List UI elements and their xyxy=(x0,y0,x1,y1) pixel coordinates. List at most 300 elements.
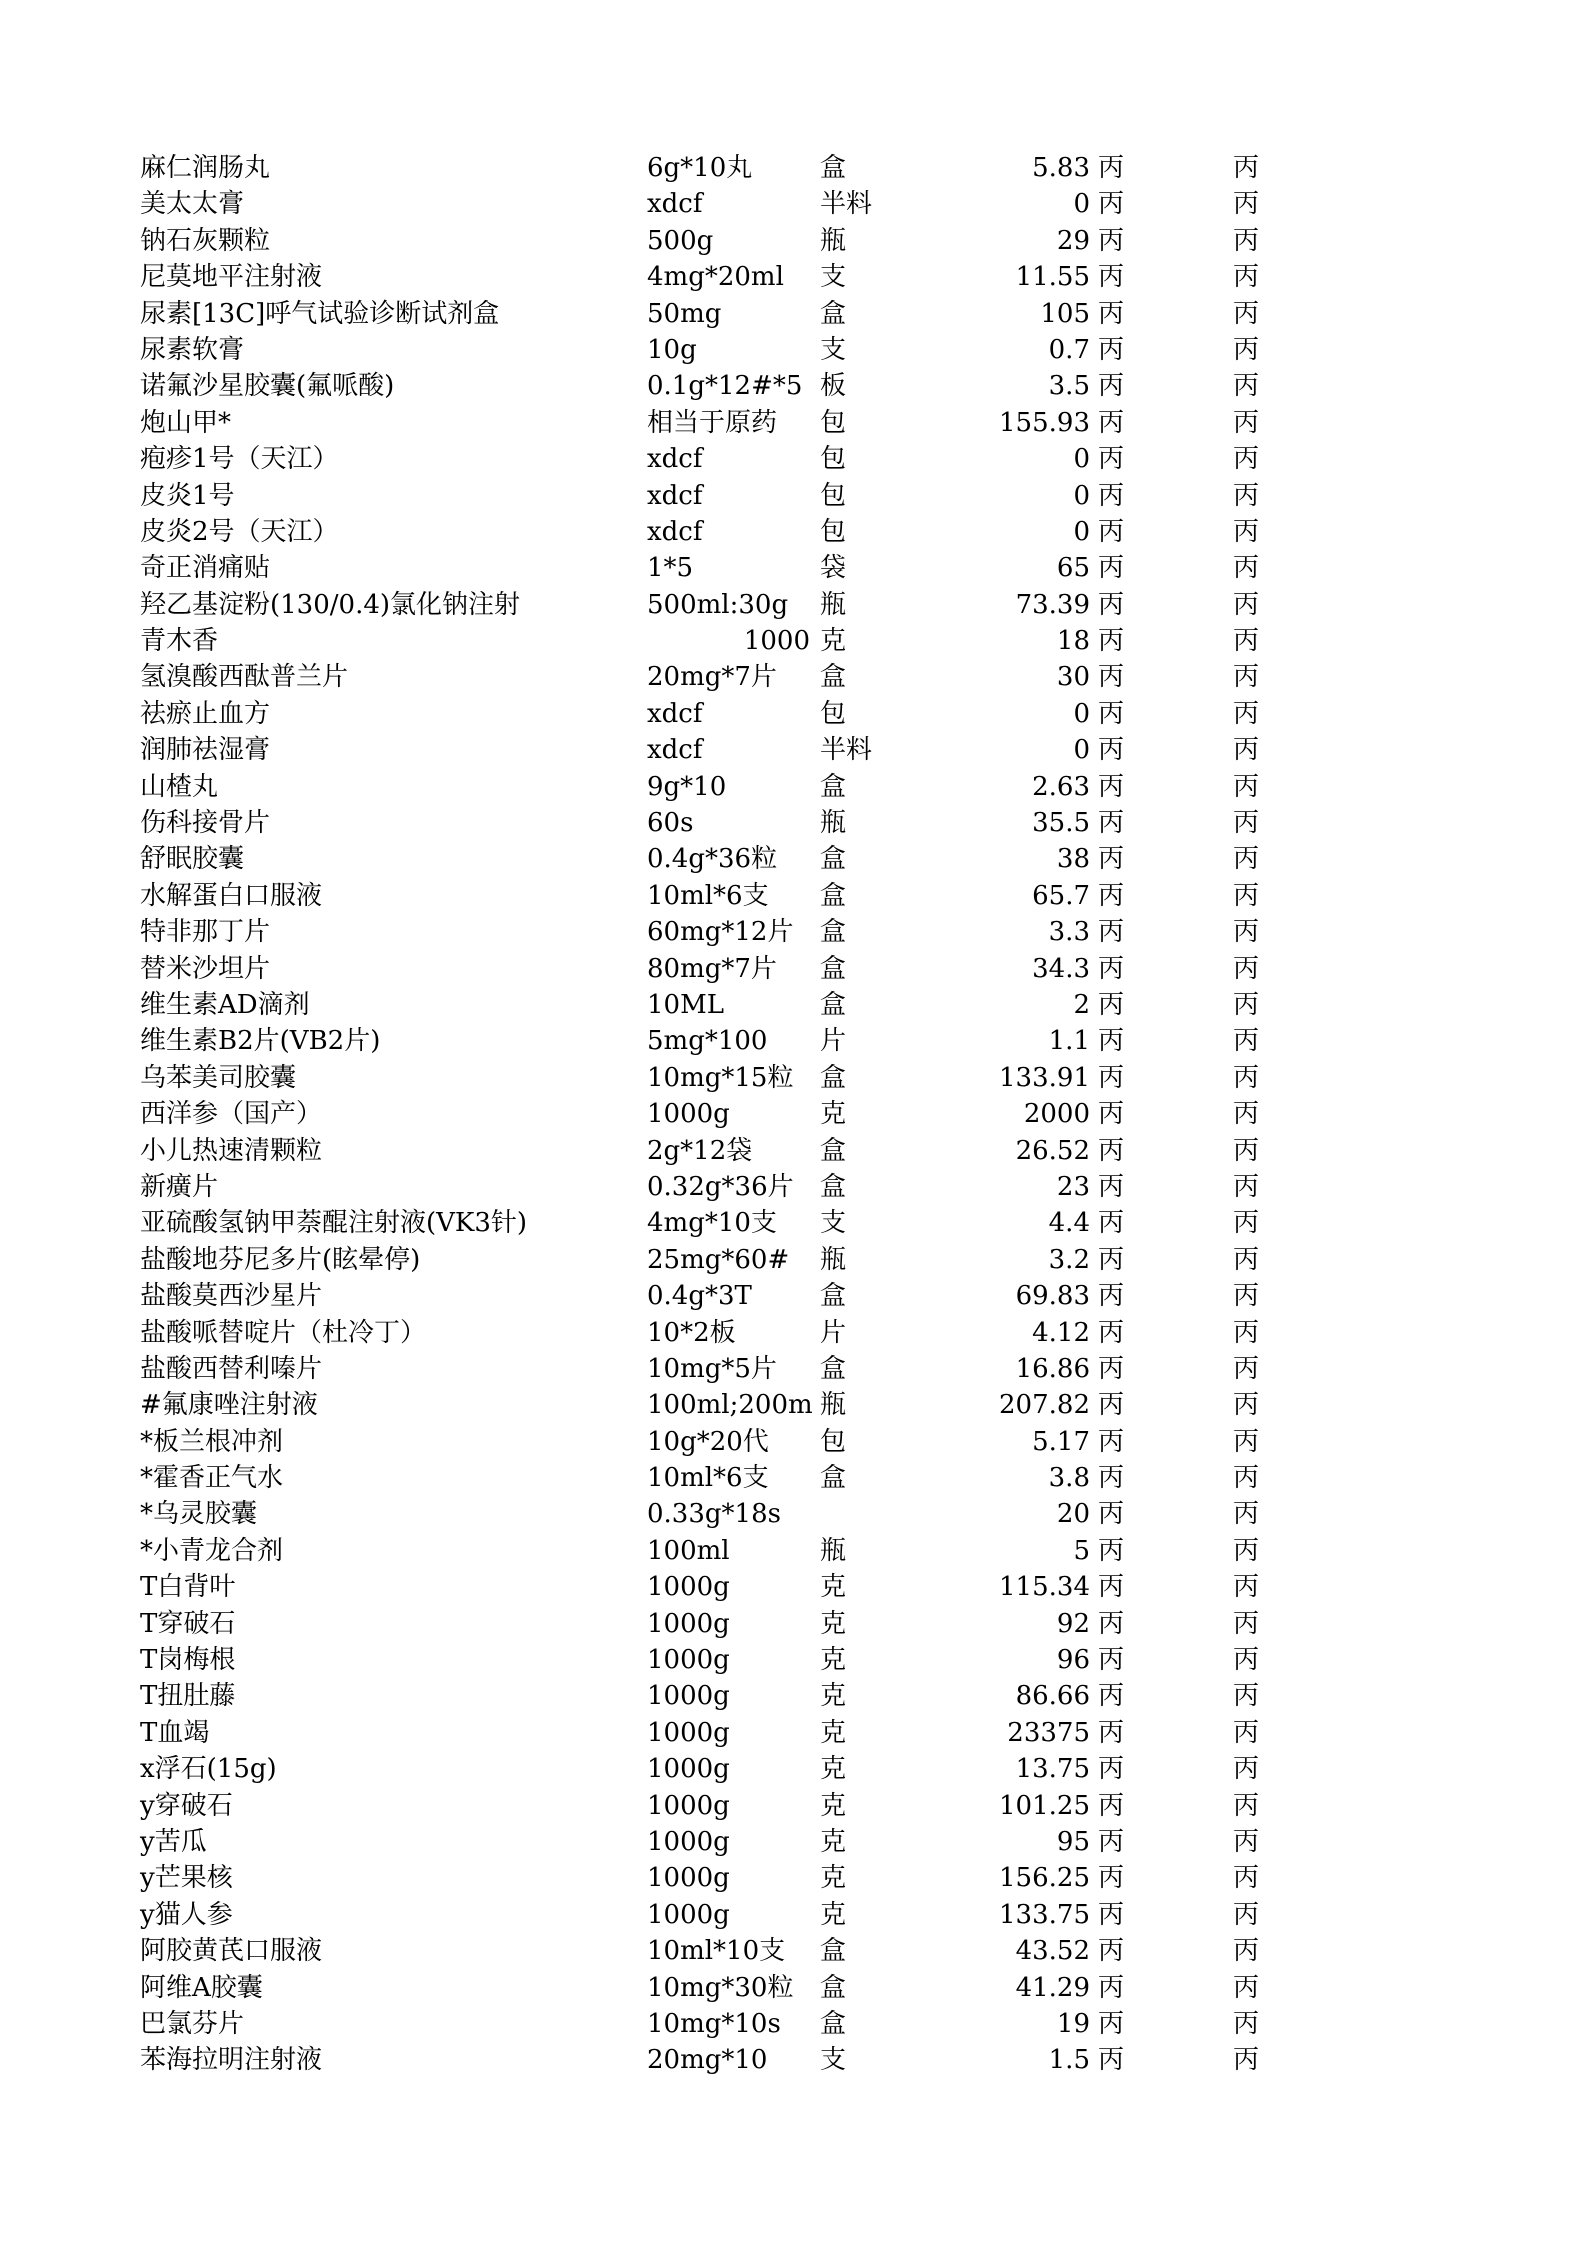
category-cell-2: 丙 xyxy=(1233,516,1260,547)
drug-name-cell: 尿素[13C]呼气试验诊断试剂盒 xyxy=(140,298,500,329)
drug-price-table xyxy=(0,150,1587,2079)
category-cell-2: 丙 xyxy=(1233,1645,1260,1676)
unit-cell: 盒 xyxy=(820,844,847,875)
drug-name-cell: 维生素B2片(VB2片) xyxy=(140,1026,381,1057)
category-cell-2: 丙 xyxy=(1233,808,1260,839)
price-cell: 0 xyxy=(1073,516,1090,547)
spec-cell: 60mg*12片 xyxy=(647,917,794,948)
category-cell: 丙 xyxy=(1098,1972,1125,2003)
price-cell: 0 xyxy=(1073,698,1090,729)
drug-name-cell: 舒眠胶囊 xyxy=(140,844,245,875)
table-row xyxy=(0,587,1587,623)
unit-cell: 包 xyxy=(820,698,847,729)
category-cell: 丙 xyxy=(1098,1353,1125,1384)
price-cell: 3.8 xyxy=(1048,1463,1090,1494)
price-cell: 95 xyxy=(1056,1826,1090,1857)
table-row xyxy=(0,1060,1587,1096)
table-row xyxy=(0,805,1587,841)
spec-cell: 20mg*10 xyxy=(647,2045,768,2076)
category-cell: 丙 xyxy=(1098,1790,1125,1821)
table-row xyxy=(0,223,1587,259)
category-cell: 丙 xyxy=(1098,1390,1125,1421)
table-row xyxy=(0,623,1587,659)
spec-cell: 6g*10丸 xyxy=(647,153,753,183)
price-cell: 2.63 xyxy=(1032,771,1090,802)
category-cell: 丙 xyxy=(1098,153,1125,183)
spec-cell: 10g xyxy=(647,334,697,365)
unit-cell: 包 xyxy=(820,407,847,438)
price-cell: 35.5 xyxy=(1032,808,1090,839)
spec-cell: 10*2板 xyxy=(647,1317,736,1348)
unit-cell: 盒 xyxy=(820,1353,847,1384)
drug-name-cell: T血竭 xyxy=(140,1717,210,1748)
category-cell: 丙 xyxy=(1098,516,1125,547)
price-cell: 2 xyxy=(1073,989,1090,1020)
drug-name-cell: 诺氟沙星胶囊(氟哌酸) xyxy=(140,371,395,402)
price-cell: 20 xyxy=(1056,1499,1090,1530)
price-cell: 92 xyxy=(1056,1608,1090,1639)
unit-cell: 盒 xyxy=(820,1062,847,1093)
unit-cell: 盒 xyxy=(820,1936,847,1967)
table-row xyxy=(0,514,1587,550)
category-cell-2: 丙 xyxy=(1233,1208,1260,1239)
drug-name-cell: 维生素AD滴剂 xyxy=(140,989,310,1020)
spec-cell: 10mg*30粒 xyxy=(647,1972,794,2003)
category-cell-2: 丙 xyxy=(1233,189,1260,220)
drug-name-cell: 阿维A胶囊 xyxy=(140,1972,263,2003)
price-cell: 38 xyxy=(1056,844,1090,875)
price-cell: 43.52 xyxy=(1015,1936,1090,1967)
unit-cell: 包 xyxy=(820,516,847,547)
spec-cell: 0.32g*36片 xyxy=(647,1171,794,1202)
spec-cell: 10mg*5片 xyxy=(647,1353,777,1384)
table-row xyxy=(0,2042,1587,2078)
spec-cell: 1000g xyxy=(647,1717,730,1748)
drug-name-cell: 亚硫酸氢钠甲萘醌注射液(VK3针) xyxy=(140,1208,528,1239)
spec-cell: 100ml xyxy=(647,1535,730,1566)
table-row xyxy=(0,1387,1587,1423)
category-cell-2: 丙 xyxy=(1233,880,1260,911)
price-cell: 3.5 xyxy=(1048,371,1090,402)
category-cell-2: 丙 xyxy=(1233,1353,1260,1384)
table-row xyxy=(0,2006,1587,2042)
category-cell-2: 丙 xyxy=(1233,480,1260,511)
unit-cell: 包 xyxy=(820,444,847,475)
unit-cell: 半料 xyxy=(820,735,873,766)
spec-cell: 10ML xyxy=(647,989,724,1020)
price-cell: 18 xyxy=(1056,626,1090,657)
category-cell: 丙 xyxy=(1098,1062,1125,1093)
table-row xyxy=(0,259,1587,295)
category-cell: 丙 xyxy=(1098,371,1125,402)
unit-cell: 瓶 xyxy=(820,1244,847,1275)
spec-cell: xdcf xyxy=(647,480,703,511)
category-cell: 丙 xyxy=(1098,2008,1125,2039)
price-cell: 133.75 xyxy=(999,1899,1090,1930)
spec-cell: 1000g xyxy=(647,1863,730,1894)
category-cell-2: 丙 xyxy=(1233,225,1260,256)
category-cell: 丙 xyxy=(1098,844,1125,875)
price-cell: 23375 xyxy=(1007,1717,1090,1748)
spec-cell: 5mg*100 xyxy=(647,1026,768,1057)
spec-cell: 1000 xyxy=(743,626,810,657)
category-cell: 丙 xyxy=(1098,1499,1125,1530)
drug-name-cell: 西洋参（国产） xyxy=(140,1099,323,1130)
drug-name-cell: 巴氯芬片 xyxy=(140,2008,245,2039)
price-cell: 156.25 xyxy=(999,1863,1090,1894)
spec-cell: 1000g xyxy=(647,1572,730,1603)
spec-cell: 1000g xyxy=(647,1645,730,1676)
unit-cell: 包 xyxy=(820,480,847,511)
spec-cell: 1000g xyxy=(647,1826,730,1857)
unit-cell: 支 xyxy=(820,2045,847,2076)
category-cell-2: 丙 xyxy=(1233,1499,1260,1530)
spec-cell: 10g*20代 xyxy=(647,1426,769,1457)
table-row xyxy=(0,1970,1587,2006)
category-cell: 丙 xyxy=(1098,880,1125,911)
table-row xyxy=(0,296,1587,332)
drug-name-cell: 苯海拉明注射液 xyxy=(140,2045,323,2076)
unit-cell: 克 xyxy=(820,1681,847,1712)
drug-name-cell: 水解蛋白口服液 xyxy=(140,880,323,911)
price-cell: 65.7 xyxy=(1032,880,1090,911)
table-row xyxy=(0,405,1587,441)
category-cell-2: 丙 xyxy=(1233,1936,1260,1967)
spec-cell: xdcf xyxy=(647,444,703,475)
category-cell: 丙 xyxy=(1098,1754,1125,1785)
price-cell: 69.83 xyxy=(1015,1281,1090,1312)
table-row xyxy=(0,1569,1587,1605)
spec-cell: xdcf xyxy=(647,189,703,220)
table-row xyxy=(0,659,1587,695)
category-cell-2: 丙 xyxy=(1233,589,1260,620)
category-cell-2: 丙 xyxy=(1233,771,1260,802)
category-cell-2: 丙 xyxy=(1233,1026,1260,1057)
table-row xyxy=(0,1606,1587,1642)
category-cell-2: 丙 xyxy=(1233,953,1260,984)
unit-cell: 盒 xyxy=(820,2008,847,2039)
drug-name-cell: y穿破石 xyxy=(140,1790,233,1821)
category-cell-2: 丙 xyxy=(1233,1463,1260,1494)
unit-cell: 片 xyxy=(820,1317,847,1348)
spec-cell: 50mg xyxy=(647,298,722,329)
drug-name-cell: 乌苯美司胶囊 xyxy=(140,1062,297,1093)
unit-cell: 盒 xyxy=(820,153,847,183)
drug-name-cell: T穿破石 xyxy=(140,1608,236,1639)
price-cell: 155.93 xyxy=(999,407,1090,438)
price-cell: 13.75 xyxy=(1015,1754,1090,1785)
table-row xyxy=(0,1788,1587,1824)
drug-name-cell: 替米沙坦片 xyxy=(140,953,271,984)
table-row xyxy=(0,478,1587,514)
spec-cell: 100ml;200m xyxy=(647,1390,813,1421)
spec-cell: 1000g xyxy=(647,1754,730,1785)
category-cell-2: 丙 xyxy=(1233,298,1260,329)
drug-name-cell: 新癀片 xyxy=(140,1171,219,1202)
table-row xyxy=(0,332,1587,368)
table-row xyxy=(0,1860,1587,1896)
table-row xyxy=(0,150,1587,186)
category-cell: 丙 xyxy=(1098,735,1125,766)
table-row xyxy=(0,1133,1587,1169)
spec-cell: 1*5 xyxy=(647,553,694,584)
spec-cell: 1000g xyxy=(647,1790,730,1821)
category-cell: 丙 xyxy=(1098,626,1125,657)
price-cell: 0 xyxy=(1073,480,1090,511)
unit-cell: 瓶 xyxy=(820,225,847,256)
category-cell: 丙 xyxy=(1098,698,1125,729)
category-cell: 丙 xyxy=(1098,262,1125,293)
drug-name-cell: #氟康唑注射液 xyxy=(140,1390,318,1421)
unit-cell: 盒 xyxy=(820,1972,847,2003)
category-cell-2: 丙 xyxy=(1233,1317,1260,1348)
spec-cell: 2g*12袋 xyxy=(647,1135,753,1166)
table-row xyxy=(0,1278,1587,1314)
price-cell: 34.3 xyxy=(1032,953,1090,984)
price-cell: 0.7 xyxy=(1048,334,1090,365)
spec-cell: 1000g xyxy=(647,1681,730,1712)
table-row xyxy=(0,1205,1587,1241)
unit-cell: 板 xyxy=(820,371,847,402)
unit-cell: 克 xyxy=(820,626,847,657)
price-cell: 5 xyxy=(1073,1535,1090,1566)
unit-cell: 盒 xyxy=(820,1171,847,1202)
category-cell-2: 丙 xyxy=(1233,2045,1260,2076)
drug-name-cell: 祛瘀止血方 xyxy=(140,698,271,729)
category-cell-2: 丙 xyxy=(1233,917,1260,948)
category-cell-2: 丙 xyxy=(1233,626,1260,657)
price-cell: 29 xyxy=(1056,225,1090,256)
table-row xyxy=(0,1715,1587,1751)
drug-name-cell: *板兰根冲剂 xyxy=(140,1426,284,1457)
table-row xyxy=(0,987,1587,1023)
category-cell: 丙 xyxy=(1098,334,1125,365)
unit-cell: 瓶 xyxy=(820,589,847,620)
category-cell: 丙 xyxy=(1098,1936,1125,1967)
spec-cell: 0.1g*12#*5 xyxy=(647,371,803,402)
category-cell: 丙 xyxy=(1098,1826,1125,1857)
category-cell-2: 丙 xyxy=(1233,153,1260,183)
drug-name-cell: 青木香 xyxy=(140,626,219,657)
price-cell: 105 xyxy=(1040,298,1090,329)
table-row xyxy=(0,1460,1587,1496)
price-cell: 2000 xyxy=(1023,1099,1090,1130)
category-cell-2: 丙 xyxy=(1233,553,1260,584)
drug-name-cell: x浮石(15g) xyxy=(140,1754,277,1785)
drug-name-cell: y苦瓜 xyxy=(140,1826,207,1857)
price-cell: 96 xyxy=(1056,1645,1090,1676)
drug-name-cell: 疱疹1号（天江） xyxy=(140,444,339,475)
spec-cell: xdcf xyxy=(647,735,703,766)
unit-cell: 袋 xyxy=(820,553,847,584)
spec-cell: 10mg*10s xyxy=(647,2008,781,2039)
unit-cell: 盒 xyxy=(820,771,847,802)
table-row xyxy=(0,550,1587,586)
category-cell: 丙 xyxy=(1098,1244,1125,1275)
spec-cell: 0.4g*36粒 xyxy=(647,844,778,875)
unit-cell: 盒 xyxy=(820,989,847,1020)
spec-cell: 相当于原药 xyxy=(647,407,778,438)
drug-name-cell: 氢溴酸西酞普兰片 xyxy=(140,662,349,693)
table-row xyxy=(0,1933,1587,1969)
spec-cell: 1000g xyxy=(647,1099,730,1130)
category-cell: 丙 xyxy=(1098,1099,1125,1130)
price-cell: 19 xyxy=(1056,2008,1090,2039)
unit-cell: 瓶 xyxy=(820,808,847,839)
category-cell-2: 丙 xyxy=(1233,1426,1260,1457)
price-cell: 23 xyxy=(1056,1171,1090,1202)
spec-cell: 20mg*7片 xyxy=(647,662,777,693)
category-cell: 丙 xyxy=(1098,989,1125,1020)
price-cell: 16.86 xyxy=(1015,1353,1090,1384)
table-row xyxy=(0,878,1587,914)
category-cell-2: 丙 xyxy=(1233,262,1260,293)
price-cell: 65 xyxy=(1056,553,1090,584)
category-cell-2: 丙 xyxy=(1233,989,1260,1020)
spec-cell: 10ml*6支 xyxy=(647,880,769,911)
category-cell: 丙 xyxy=(1098,917,1125,948)
drug-name-cell: 特非那丁片 xyxy=(140,917,271,948)
category-cell: 丙 xyxy=(1098,1535,1125,1566)
drug-name-cell: 尼莫地平注射液 xyxy=(140,262,323,293)
table-row xyxy=(0,1242,1587,1278)
spec-cell: 500g xyxy=(647,225,714,256)
category-cell: 丙 xyxy=(1098,444,1125,475)
drug-name-cell: *霍香正气水 xyxy=(140,1463,284,1494)
price-cell: 115.34 xyxy=(999,1572,1090,1603)
drug-name-cell: *小青龙合剂 xyxy=(140,1535,284,1566)
category-cell-2: 丙 xyxy=(1233,1171,1260,1202)
category-cell: 丙 xyxy=(1098,1171,1125,1202)
category-cell: 丙 xyxy=(1098,808,1125,839)
category-cell-2: 丙 xyxy=(1233,1608,1260,1639)
drug-name-cell: 盐酸西替利嗪片 xyxy=(140,1353,323,1384)
category-cell: 丙 xyxy=(1098,553,1125,584)
drug-name-cell: 阿胶黄芪口服液 xyxy=(140,1936,323,1967)
price-cell: 1.1 xyxy=(1048,1026,1090,1057)
category-cell-2: 丙 xyxy=(1233,1390,1260,1421)
table-row xyxy=(0,696,1587,732)
table-row xyxy=(0,186,1587,222)
drug-name-cell: T岗梅根 xyxy=(140,1645,236,1676)
spec-cell: 25mg*60# xyxy=(647,1244,790,1275)
category-cell-2: 丙 xyxy=(1233,1972,1260,2003)
category-cell-2: 丙 xyxy=(1233,1681,1260,1712)
unit-cell: 克 xyxy=(820,1790,847,1821)
price-cell: 73.39 xyxy=(1015,589,1090,620)
price-cell: 26.52 xyxy=(1015,1135,1090,1166)
unit-cell: 克 xyxy=(820,1099,847,1130)
unit-cell: 支 xyxy=(820,1208,847,1239)
category-cell: 丙 xyxy=(1098,480,1125,511)
price-cell: 3.3 xyxy=(1048,917,1090,948)
unit-cell: 盒 xyxy=(820,880,847,911)
drug-name-cell: 盐酸莫西沙星片 xyxy=(140,1281,323,1312)
category-cell-2: 丙 xyxy=(1233,662,1260,693)
unit-cell: 盒 xyxy=(820,953,847,984)
price-cell: 0 xyxy=(1073,735,1090,766)
spec-cell: 4mg*20ml xyxy=(647,262,784,293)
unit-cell: 片 xyxy=(820,1026,847,1057)
price-cell: 5.17 xyxy=(1032,1426,1090,1457)
category-cell-2: 丙 xyxy=(1233,1099,1260,1130)
table-row xyxy=(0,951,1587,987)
unit-cell: 盒 xyxy=(820,1463,847,1494)
table-row xyxy=(0,841,1587,877)
unit-cell: 支 xyxy=(820,262,847,293)
spec-cell: 0.4g*3T xyxy=(647,1281,752,1312)
table-row xyxy=(0,732,1587,768)
category-cell-2: 丙 xyxy=(1233,1826,1260,1857)
category-cell-2: 丙 xyxy=(1233,1244,1260,1275)
category-cell: 丙 xyxy=(1098,1135,1125,1166)
table-row xyxy=(0,1096,1587,1132)
drug-name-cell: y猫人参 xyxy=(140,1899,233,1930)
drug-name-cell: 奇正消痛贴 xyxy=(140,553,271,584)
drug-name-cell: 润肺祛湿膏 xyxy=(140,735,271,766)
spec-cell: 500ml:30g xyxy=(647,589,789,620)
category-cell-2: 丙 xyxy=(1233,1863,1260,1894)
spec-cell: 10ml*6支 xyxy=(647,1463,769,1494)
table-row xyxy=(0,1533,1587,1569)
drug-name-cell: 美太太膏 xyxy=(140,189,245,220)
unit-cell: 盒 xyxy=(820,1281,847,1312)
unit-cell: 盒 xyxy=(820,662,847,693)
spec-cell: 0.33g*18s xyxy=(647,1499,781,1530)
price-cell: 4.4 xyxy=(1048,1208,1090,1239)
table-row xyxy=(0,1351,1587,1387)
table-row xyxy=(0,441,1587,477)
table-row xyxy=(0,769,1587,805)
price-cell: 133.91 xyxy=(999,1062,1090,1093)
category-cell: 丙 xyxy=(1098,953,1125,984)
category-cell-2: 丙 xyxy=(1233,334,1260,365)
price-cell: 0 xyxy=(1073,189,1090,220)
category-cell: 丙 xyxy=(1098,1026,1125,1057)
table-row xyxy=(0,1824,1587,1860)
category-cell-2: 丙 xyxy=(1233,735,1260,766)
drug-name-cell: 伤科接骨片 xyxy=(140,808,271,839)
category-cell-2: 丙 xyxy=(1233,844,1260,875)
drug-name-cell: T扭肚藤 xyxy=(140,1681,236,1712)
drug-name-cell: T白背叶 xyxy=(140,1572,236,1603)
unit-cell: 克 xyxy=(820,1863,847,1894)
category-cell-2: 丙 xyxy=(1233,2008,1260,2039)
price-cell: 207.82 xyxy=(999,1390,1090,1421)
category-cell-2: 丙 xyxy=(1233,1281,1260,1312)
drug-name-cell: 山楂丸 xyxy=(140,771,219,802)
drug-name-cell: 皮炎2号（天江） xyxy=(140,516,339,547)
category-cell: 丙 xyxy=(1098,1572,1125,1603)
category-cell-2: 丙 xyxy=(1233,1535,1260,1566)
category-cell-2: 丙 xyxy=(1233,371,1260,402)
drug-name-cell: 皮炎1号 xyxy=(140,480,235,511)
category-cell: 丙 xyxy=(1098,1208,1125,1239)
category-cell: 丙 xyxy=(1098,225,1125,256)
drug-name-cell: y芒果核 xyxy=(140,1863,233,1894)
unit-cell: 克 xyxy=(820,1826,847,1857)
table-row xyxy=(0,1496,1587,1532)
drug-name-cell: 炮山甲* xyxy=(140,407,232,438)
category-cell: 丙 xyxy=(1098,662,1125,693)
spec-cell: 10ml*10支 xyxy=(647,1936,786,1967)
category-cell-2: 丙 xyxy=(1233,698,1260,729)
category-cell: 丙 xyxy=(1098,1317,1125,1348)
category-cell-2: 丙 xyxy=(1233,1135,1260,1166)
price-cell: 11.55 xyxy=(1015,262,1090,293)
category-cell: 丙 xyxy=(1098,1463,1125,1494)
drug-name-cell: 麻仁润肠丸 xyxy=(140,153,271,183)
